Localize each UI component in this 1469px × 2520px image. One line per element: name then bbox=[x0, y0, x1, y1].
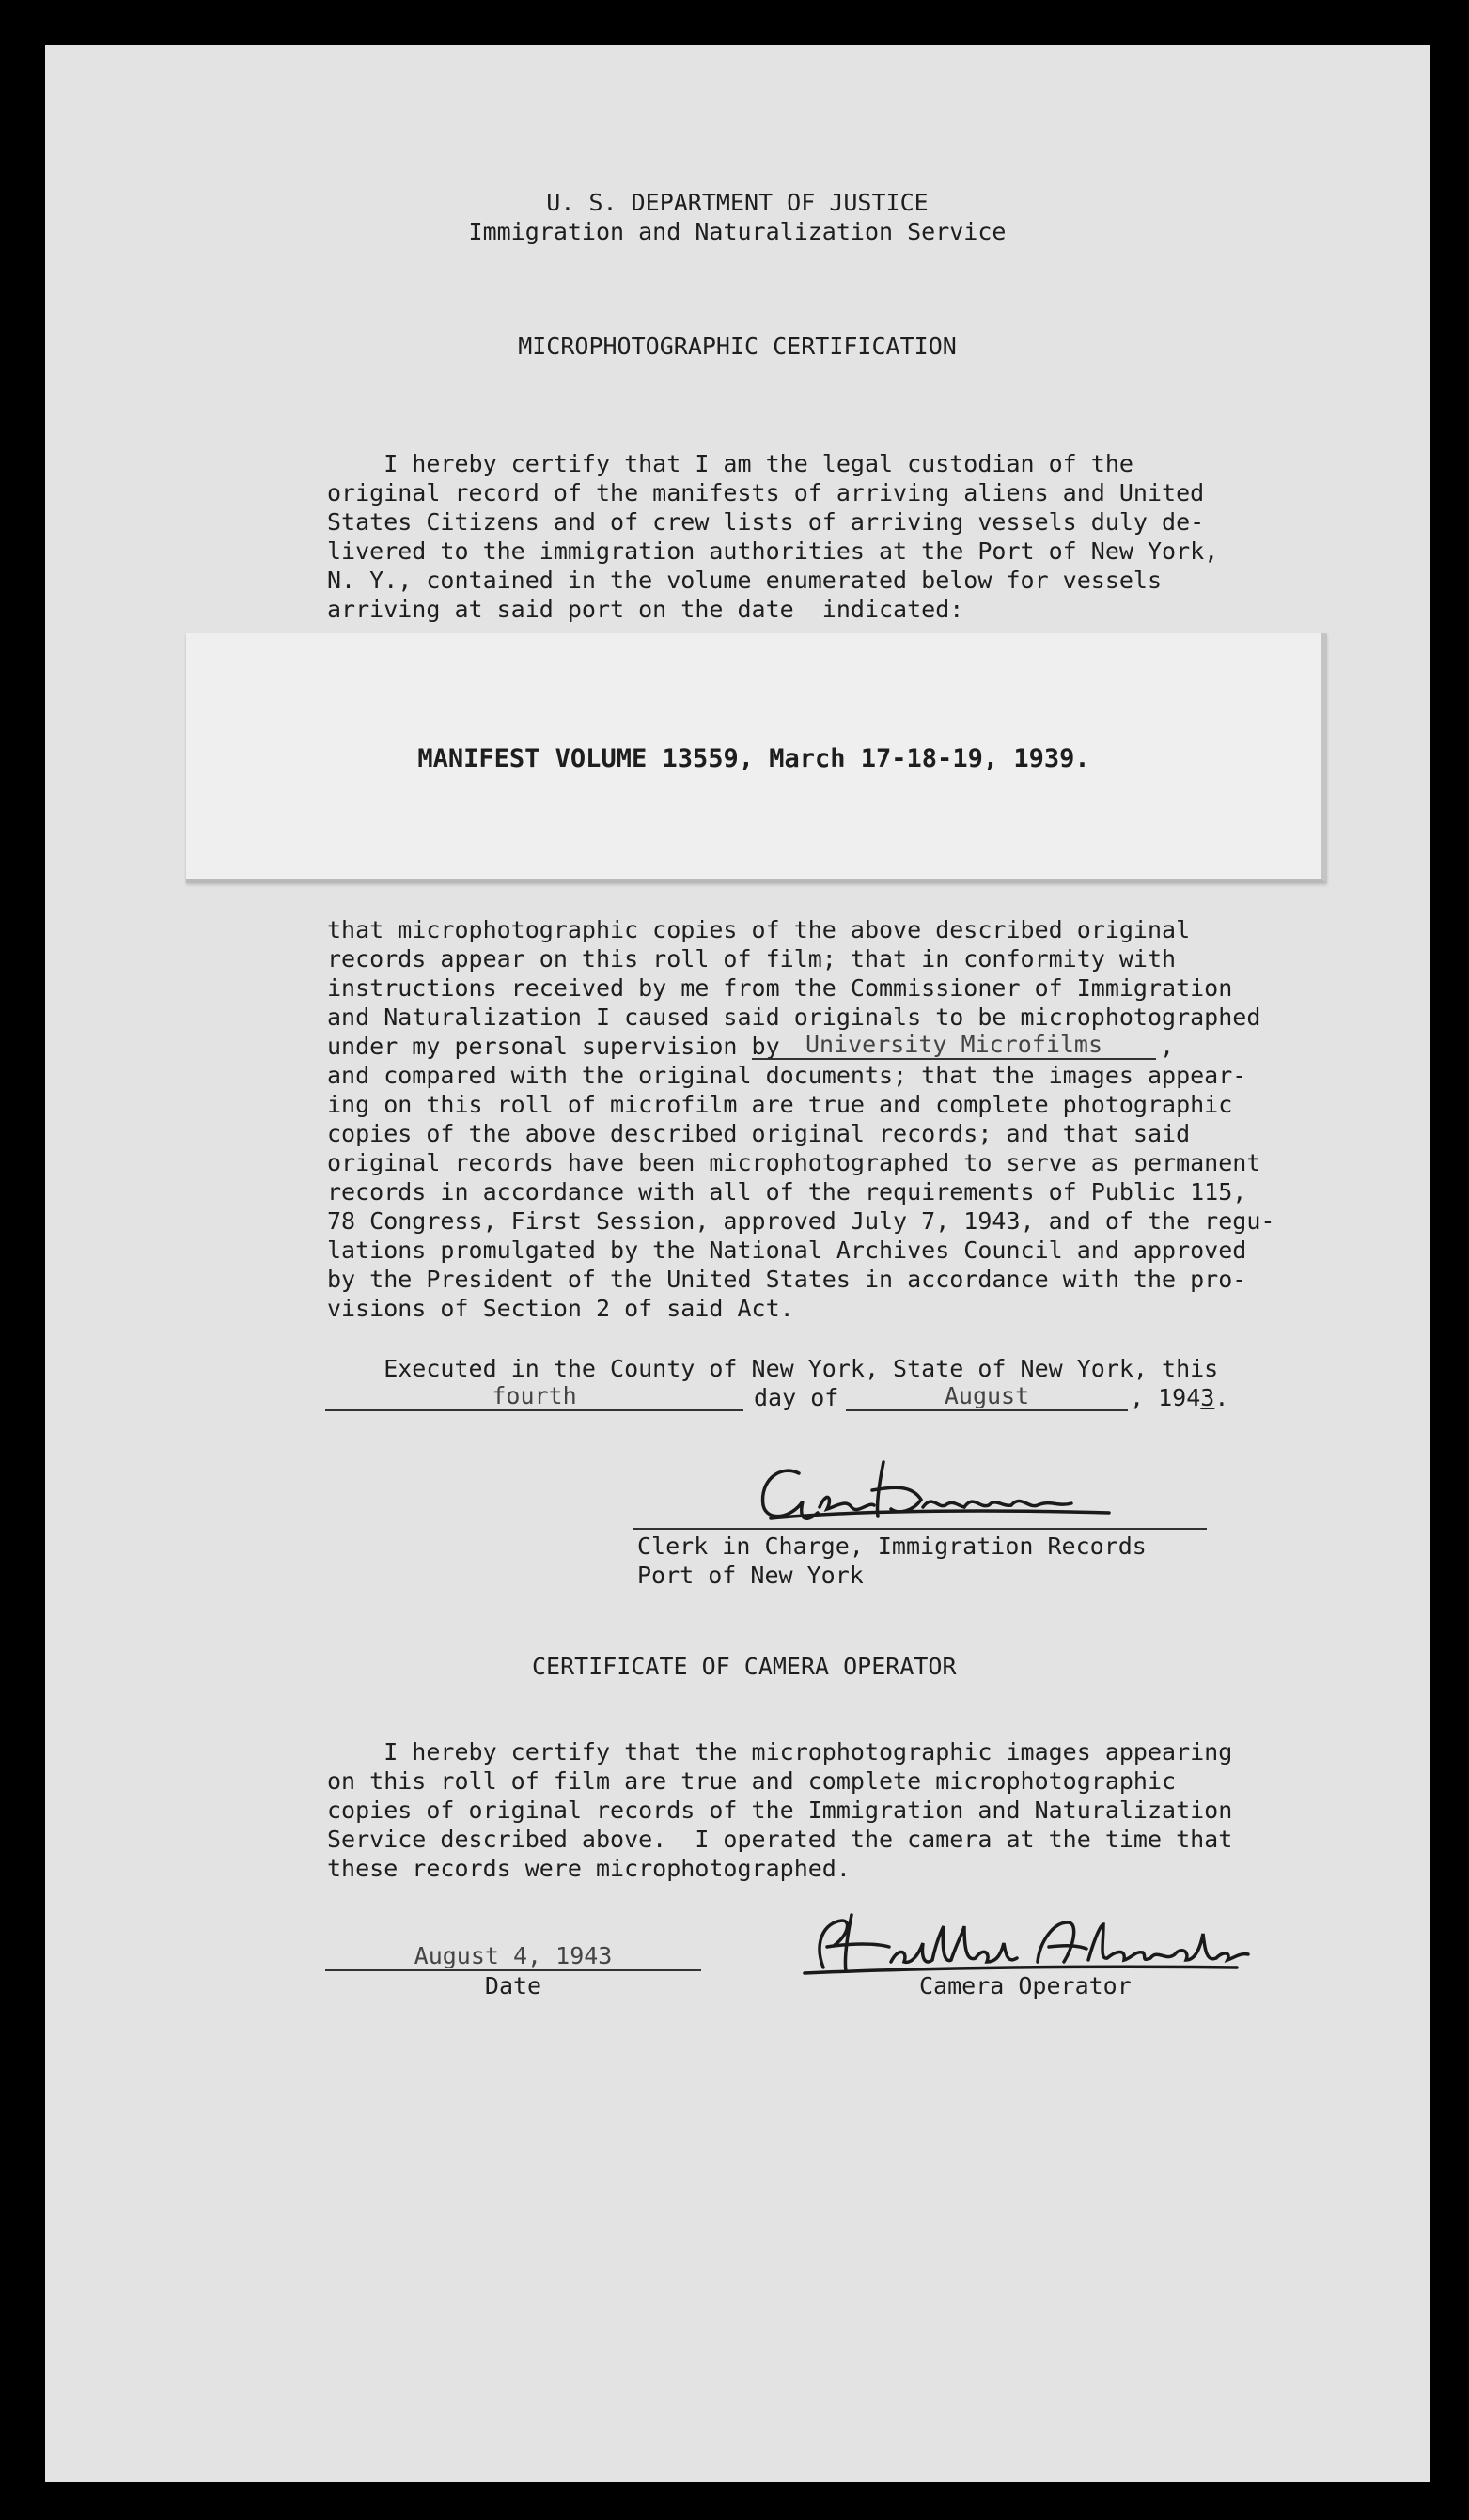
certification-title: MICROPHOTOGRAPHIC CERTIFICATION bbox=[518, 333, 957, 360]
intro-line: States Citizens and of crew lists of arriving vessels duly de- bbox=[327, 508, 1205, 536]
manifest-volume: MANIFEST VOLUME 13559, March 17-18-19, 1939. bbox=[417, 744, 1090, 773]
body-line: ing on this roll of microfilm are true and complete photographic bbox=[327, 1091, 1233, 1118]
body-line: by the President of the United States in accordance with the pro- bbox=[327, 1266, 1247, 1293]
document-page bbox=[45, 45, 1430, 2482]
body-line: visions of Section 2 of said Act. bbox=[327, 1295, 794, 1322]
intro-line: original record of the manifests of arriving aliens and United bbox=[327, 479, 1205, 506]
body-line: 78 Congress, First Session, approved July 7, 1943, and of the regu- bbox=[327, 1207, 1275, 1235]
body-line: original records have been microphotographed to serve as permanent bbox=[327, 1149, 1261, 1176]
manifest-strip bbox=[186, 633, 1327, 883]
body-line: under my personal supervision by bbox=[327, 1033, 780, 1060]
supervisor-comma: , bbox=[1160, 1033, 1175, 1060]
service-heading: Immigration and Naturalization Service bbox=[468, 218, 1007, 245]
clerk-signature-line bbox=[633, 1528, 1207, 1530]
operator-line: copies of original records of the Immigration and Naturalization bbox=[327, 1797, 1233, 1824]
day-of-label: day of bbox=[754, 1384, 839, 1411]
body-line: and compared with the original documents; that the images appear- bbox=[327, 1062, 1247, 1089]
clerk-title: Clerk in Charge, Immigration Records bbox=[637, 1532, 1147, 1560]
camera-operator-label: Camera Operator bbox=[919, 1972, 1132, 1999]
executed-line: Executed in the County of New York, State of New York, this bbox=[327, 1355, 1219, 1382]
operator-line: Service described above. I operated the camera at the time that bbox=[327, 1826, 1233, 1853]
intro-line: I hereby certify that I am the legal custodian of the bbox=[327, 450, 1133, 477]
body-line: that microphotographic copies of the above described original bbox=[327, 916, 1191, 943]
year-prefix: , 194 bbox=[1130, 1384, 1201, 1411]
operator-line: these records were microphotographed. bbox=[327, 1855, 851, 1882]
year-digit: 3 bbox=[1200, 1384, 1215, 1411]
body-line: lations promulgated by the National Archives Council and approved bbox=[327, 1237, 1247, 1264]
year-suffix: . bbox=[1214, 1384, 1229, 1411]
year-field bbox=[1130, 1383, 1228, 1412]
date-label: Date bbox=[484, 1972, 542, 1999]
day-underline bbox=[325, 1409, 743, 1411]
operator-line: I hereby certify that the microphotographic images appearing bbox=[327, 1738, 1233, 1766]
day-value: fourth bbox=[492, 1382, 577, 1409]
signature-date-value: August 4, 1943 bbox=[414, 1942, 613, 1969]
intro-line: arriving at said port on the date indicated: bbox=[327, 596, 964, 623]
month-underline bbox=[846, 1409, 1128, 1411]
supervisor-value: University Microfilms bbox=[805, 1031, 1103, 1058]
body-line: copies of the above described original records; and that said bbox=[327, 1120, 1191, 1147]
department-heading: U. S. DEPARTMENT OF JUSTICE bbox=[546, 189, 929, 216]
body-line: instructions received by me from the Commissioner of Immigration bbox=[327, 974, 1233, 1002]
body-line: records appear on this roll of film; that in conformity with bbox=[327, 945, 1177, 972]
operator-line: on this roll of film are true and complete microphotographic bbox=[327, 1767, 1177, 1795]
month-value: August bbox=[944, 1382, 1030, 1409]
body-line: and Naturalization I caused said originals to be microphotographed bbox=[327, 1003, 1261, 1031]
supervisor-underline bbox=[752, 1058, 1156, 1060]
clerk-location: Port of New York bbox=[637, 1562, 864, 1589]
body-line: records in accordance with all of the requirements of Public 115, bbox=[327, 1178, 1247, 1206]
clerk-signature-mark bbox=[714, 1453, 1165, 1537]
clerk-signature bbox=[714, 1453, 1165, 1544]
operator-certificate-title: CERTIFICATE OF CAMERA OPERATOR bbox=[532, 1653, 957, 1680]
intro-line: N. Y., contained in the volume enumerated below for vessels bbox=[327, 567, 1163, 594]
intro-line: livered to the immigration authorities at the Port of New York, bbox=[327, 537, 1219, 565]
